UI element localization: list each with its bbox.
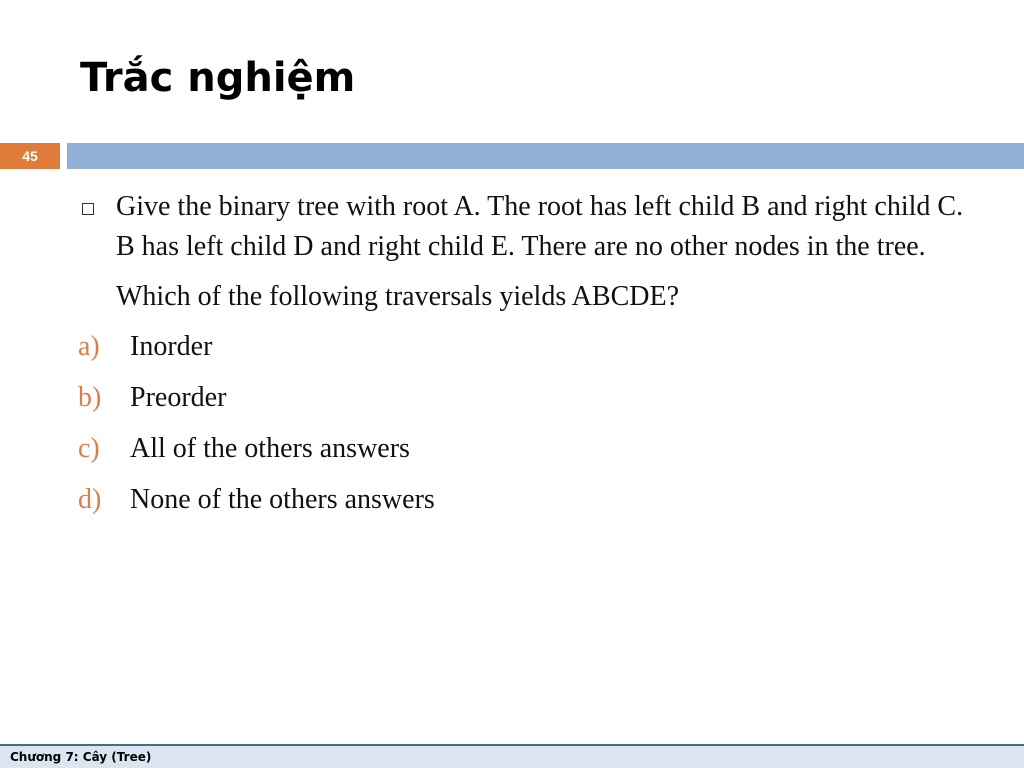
option-letter: b) [78, 382, 102, 413]
question-stem: Give the binary tree with root A. The root has left child B and right child C. B has left child D and right child E. There are no other nodes in the tree. [116, 191, 964, 262]
header-bar [0, 143, 1024, 169]
question-bullet [78, 187, 978, 267]
option-letter: d) [78, 484, 102, 515]
option-letter: a) [78, 331, 100, 362]
option-a [78, 327, 978, 367]
slide-content [78, 187, 978, 531]
option-text: All of the others answers [130, 433, 410, 464]
option-text: Inorder [130, 331, 213, 362]
footer-chapter-label: Chương 7: Cây (Tree) [10, 750, 152, 764]
question-text: Which of the following traversals yields ABCDE? [116, 281, 679, 312]
option-d [78, 480, 978, 520]
slide-number: 45 [0, 143, 60, 169]
header-accent-bar [67, 143, 1024, 169]
answer-options [78, 327, 978, 520]
slide-title: Trắc nghiệm [80, 55, 356, 101]
option-letter: c) [78, 433, 100, 464]
slide-footer [0, 744, 1024, 768]
option-text: None of the others answers [130, 484, 435, 515]
option-c [78, 429, 978, 469]
option-b [78, 378, 978, 418]
square-bullet-icon [82, 203, 94, 215]
option-text: Preorder [130, 382, 227, 413]
